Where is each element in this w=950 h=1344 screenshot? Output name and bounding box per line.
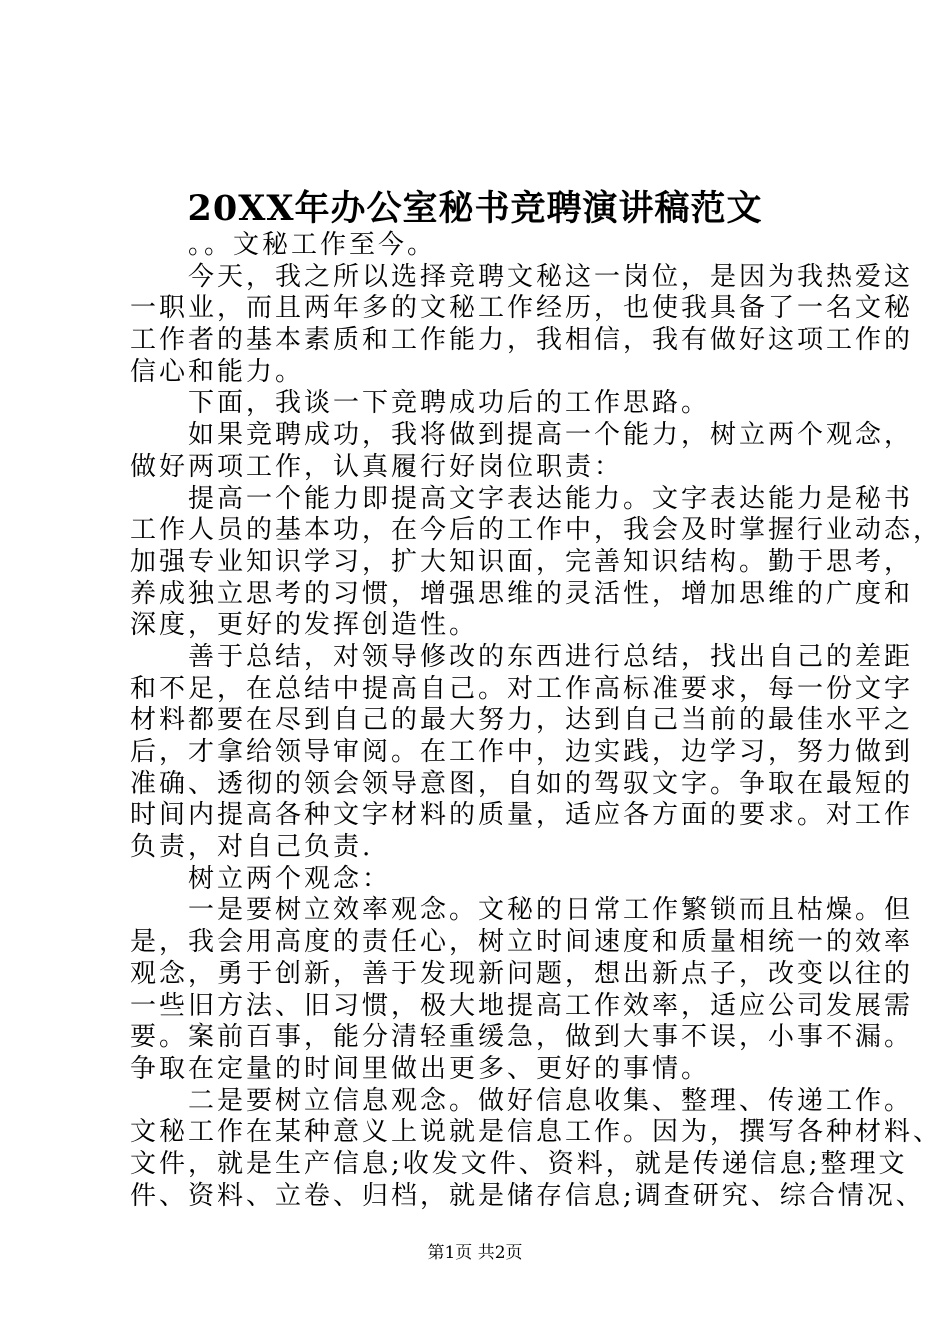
text-line: 后，才拿给领导审阅。在工作中，边实践，边学习，努力做到 — [130, 737, 914, 767]
text-line: 信心和能力。 — [130, 356, 305, 387]
text-line: 文秘工作在某种意义上说就是信息工作。因为，撰写各种材料、 — [130, 1117, 943, 1148]
text-line: 一是要树立效率观念。文秘的日常工作繁锁而且枯燥。但 — [130, 895, 914, 926]
text-line: 如果竞聘成功，我将做到提高一个能力，树立两个观念， — [130, 420, 914, 451]
text-line: 加强专业知识学习，扩大知识面，完善知识结构。勤于思考， — [130, 546, 914, 577]
text-line: 今天，我之所以选择竞聘文秘这一岗位，是因为我热爱这 — [130, 261, 914, 292]
text-line: 和不足，在总结中提高自己。对工作高标准要求，每一份文字 — [130, 673, 914, 704]
text-line: 材料都要在尽到自己的最大努力，达到自己当前的最佳水平之 — [130, 705, 914, 736]
text-line: 准确、透彻的领会领导意图，自如的驾驭文字。争取在最短的 — [130, 768, 914, 799]
text-line: 负责，对自己负责. — [130, 832, 374, 863]
page-footer: 第1页 共2页 — [427, 1243, 523, 1263]
text-line: 文件，就是生产信息;收发文件、资料，就是传递信息;整理文 — [130, 1148, 908, 1179]
document-title: 20XX年办公室秘书竞聘演讲稿范文 — [187, 188, 763, 229]
text-line: 要。案前百事，能分清轻重缓急，做到大事不误，小事不漏。 — [130, 1022, 914, 1053]
text-line: 观念，勇于创新，善于发现新问题，想出新点子，改变以往的 — [130, 958, 914, 989]
text-line: 工作者的基本素质和工作能力，我相信，我有做好这项工作的 — [130, 325, 914, 356]
text-line: 工作人员的基本功，在今后的工作中，我会及时掌握行业动态， — [130, 515, 943, 546]
text-line: 深度，更好的发挥创造性。 — [130, 610, 479, 641]
text-line: 。。文秘工作至今。 — [130, 230, 437, 260]
text-line: 件、资料、立卷、归档，就是储存信息;调查研究、综合情况、 — [130, 1180, 925, 1211]
text-line: 做好两项工作，认真履行好岗位职责： — [130, 451, 624, 482]
text-line: 提高一个能力即提高文字表达能力。文字表达能力是秘书 — [130, 483, 914, 514]
document-body — [130, 230, 943, 1212]
text-line: 养成独立思考的习惯，增强思维的灵活性，增加思维的广度和 — [130, 578, 914, 609]
text-line: 善于总结，对领导修改的东西进行总结，找出自己的差距 — [130, 641, 914, 672]
text-line: 是，我会用高度的责任心，树立时间速度和质量相统一的效率 — [130, 927, 914, 958]
text-line: 一些旧方法、旧习惯，极大地提高工作效率，适应公司发展需 — [130, 990, 914, 1021]
text-line: 二是要树立信息观念。做好信息收集、整理、传递工作。 — [130, 1085, 914, 1116]
text-line: 一职业，而且两年多的文秘工作经历，也使我具备了一名文秘 — [130, 293, 914, 324]
text-line: 树立两个观念： — [130, 863, 392, 894]
text-line: 时间内提高各种文字材料的质量，适应各方面的要求。对工作 — [130, 800, 914, 831]
text-line: 争取在定量的时间里做出更多、更好的事情。 — [130, 1053, 711, 1084]
text-line: 下面，我谈一下竞聘成功后的工作思路。 — [130, 388, 711, 419]
